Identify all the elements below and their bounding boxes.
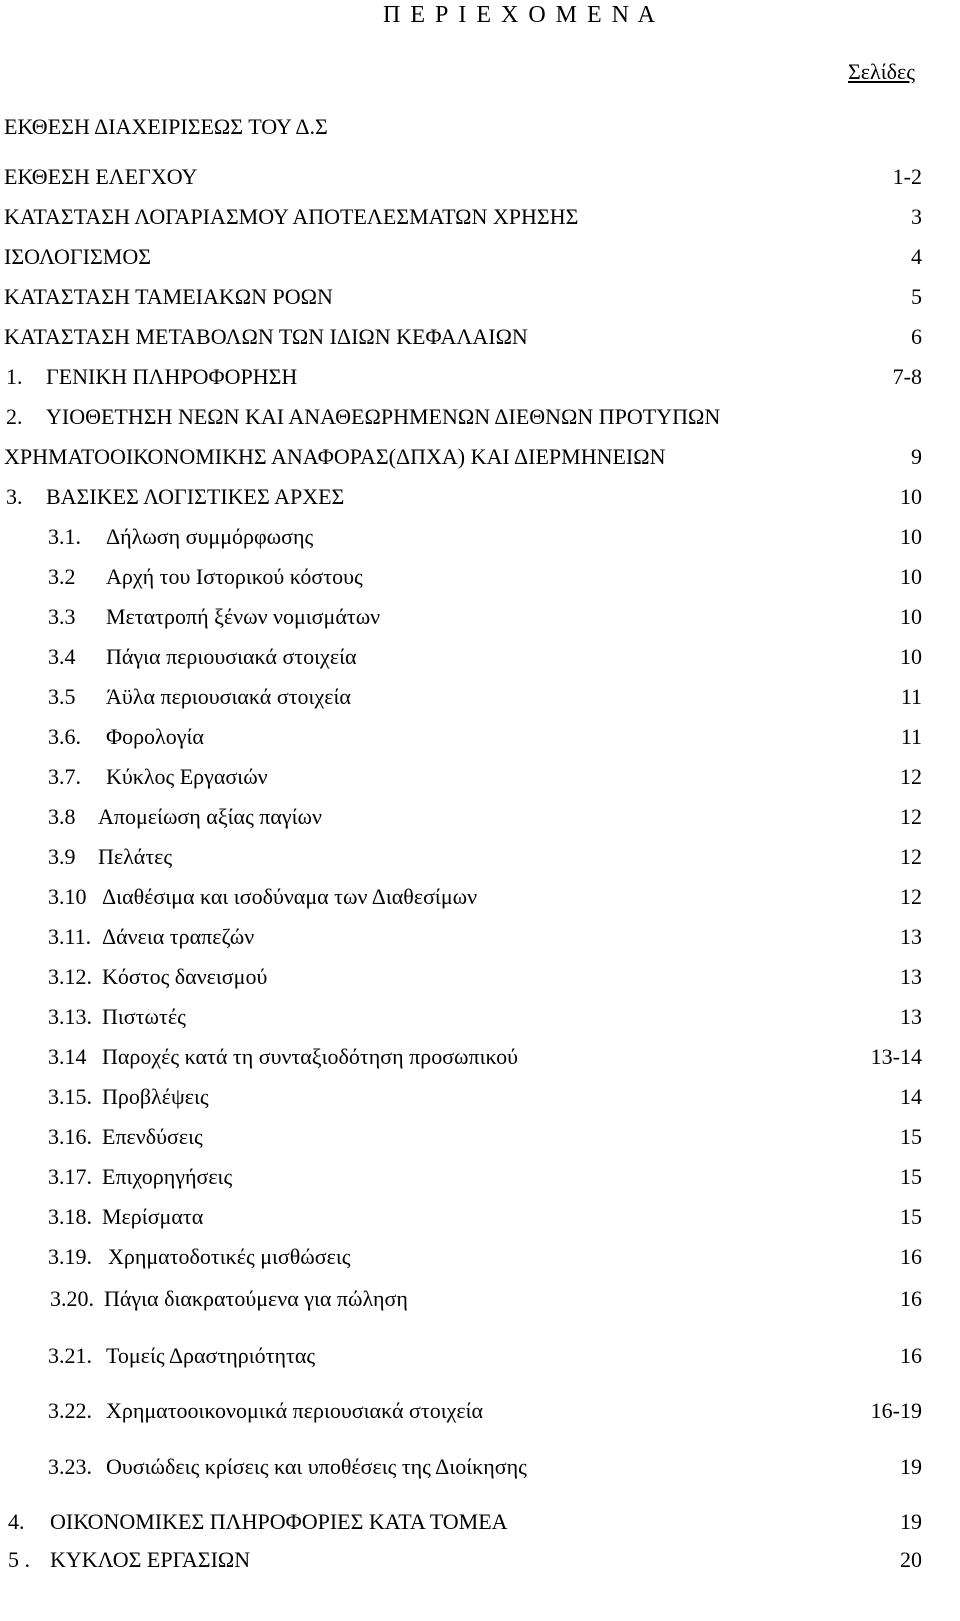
toc-entry-title: Χρηματοδοτικές μισθώσεις bbox=[108, 1244, 351, 1269]
toc-entry-number: 3.21. bbox=[48, 1343, 92, 1368]
toc-entry bbox=[0, 1396, 960, 1426]
toc-entry-title: Μετατροπή ξένων νομισμάτων bbox=[106, 604, 381, 629]
toc-entry-title: Πελάτες bbox=[98, 844, 173, 869]
toc-entry-title: Επιχορηγήσεις bbox=[102, 1164, 233, 1189]
toc-entry-title: ΓΕΝΙΚΗ ΠΛΗΡΟΦΟΡΗΣΗ bbox=[46, 364, 298, 389]
toc-entry-number: 3.3 bbox=[48, 604, 76, 629]
toc-entry-number: 3.17. bbox=[48, 1164, 92, 1189]
toc-entry-page-number: 10 bbox=[900, 644, 922, 669]
toc-entry-title: Επενδύσεις bbox=[102, 1124, 203, 1149]
toc-entry bbox=[0, 402, 960, 432]
toc-entry bbox=[0, 682, 960, 712]
toc-entry-title: Δήλωση συμμόρφωσης bbox=[106, 524, 314, 549]
toc-entry-title: Απομείωση αξίας παγίων bbox=[98, 804, 322, 829]
toc-entry-page-number: 3 bbox=[911, 204, 922, 229]
toc-entry-number: 3.8 bbox=[48, 804, 76, 829]
toc-entry-number: 3.22. bbox=[48, 1398, 92, 1423]
toc-entry-title: Τομείς Δραστηριότητας bbox=[106, 1343, 316, 1368]
toc-entry-title: ΧΡΗΜΑΤΟΟΙΚΟΝΟΜΙΚΗΣ ΑΝΑΦΟΡΑΣ(ΔΠΧΑ) ΚΑΙ ΔΙΕΡΜΗΝΕΙΩΝ bbox=[4, 444, 666, 469]
toc-entry-number: 3.5 bbox=[48, 684, 76, 709]
toc-entry-page-number: 10 bbox=[900, 564, 922, 589]
toc-entry bbox=[0, 1452, 960, 1482]
toc-entry-page-number: 6 bbox=[911, 324, 922, 349]
toc-entry-title: Φορολογία bbox=[106, 724, 204, 749]
toc-entry-page-number: 10 bbox=[900, 604, 922, 629]
toc-entry bbox=[0, 1545, 960, 1575]
toc-entry bbox=[0, 802, 960, 832]
toc-entry-page-number: 9 bbox=[911, 444, 922, 469]
toc-entry-number: 3.2 bbox=[48, 564, 76, 589]
toc-entry bbox=[0, 882, 960, 912]
toc-entry-page-number: 16 bbox=[900, 1244, 922, 1269]
toc-entry bbox=[0, 1162, 960, 1192]
toc-entry bbox=[0, 442, 960, 472]
toc-entry-number: 3.9 bbox=[48, 844, 76, 869]
toc-entry-title: Μερίσματα bbox=[102, 1204, 204, 1229]
toc-entry bbox=[0, 322, 960, 352]
toc-entry-title: Δάνεια τραπεζών bbox=[102, 924, 255, 949]
toc-entry-page-number: 1-2 bbox=[892, 164, 922, 189]
toc-entry-page-number: 19 bbox=[900, 1509, 922, 1534]
toc-entry-title: Διαθέσιμα και ισοδύναμα των Διαθεσίμων bbox=[102, 884, 478, 909]
toc-entry-page-number: 10 bbox=[900, 524, 922, 549]
toc-entry-title: Άϋλα περιουσιακά στοιχεία bbox=[106, 684, 351, 709]
toc-entry-title: ΚΑΤΑΣΤΑΣΗ ΤΑΜΕΙΑΚΩΝ ΡΟΩΝ bbox=[4, 284, 333, 309]
toc-entry bbox=[0, 482, 960, 512]
toc-entry-page-number: 15 bbox=[900, 1204, 922, 1229]
toc-entry-page-number: 16 bbox=[900, 1286, 922, 1311]
toc-entry-page-number: 13-14 bbox=[870, 1044, 922, 1069]
toc-entry bbox=[0, 722, 960, 752]
toc-entry-title: Πάγια διακρατούμενα για πώληση bbox=[104, 1286, 408, 1311]
toc-entry bbox=[0, 1002, 960, 1032]
toc-entry-number: 2. bbox=[6, 404, 23, 429]
toc-entry-number: 3.13. bbox=[48, 1004, 92, 1029]
toc-entry bbox=[0, 1122, 960, 1152]
toc-entry bbox=[0, 522, 960, 552]
toc-entry-title: Κόστος δανεισμού bbox=[102, 964, 268, 989]
toc-entry-title: Πιστωτές bbox=[102, 1004, 186, 1029]
toc-entry-title: Χρηματοοικονομικά περιουσιακά στοιχεία bbox=[106, 1398, 484, 1423]
toc-entry-title: ΚΑΤΑΣΤΑΣΗ ΛΟΓΑΡΙΑΣΜΟΥ ΑΠΟΤΕΛΕΣΜΑΤΩΝ ΧΡΗΣΗΣ bbox=[4, 204, 579, 229]
toc-entry-title: ΙΣΟΛΟΓΙΣΜΟΣ bbox=[4, 244, 152, 269]
toc-entry-title: Παροχές κατά τη συνταξιοδότηση προσωπικού bbox=[102, 1044, 519, 1069]
toc-entry bbox=[0, 1242, 960, 1272]
toc-entry bbox=[0, 1284, 960, 1314]
toc-entry-number: 3.4 bbox=[48, 644, 76, 669]
toc-entry bbox=[0, 1082, 960, 1112]
toc-entry-number: 3.15. bbox=[48, 1084, 92, 1109]
toc-entry-number: 3.7. bbox=[48, 764, 81, 789]
toc-entry-number: 3.16. bbox=[48, 1124, 92, 1149]
toc-entry-page-number: 11 bbox=[900, 684, 922, 709]
toc-entry-number: 3.14 bbox=[48, 1044, 87, 1069]
toc-entry-page-number: 4 bbox=[911, 244, 922, 269]
toc-entry bbox=[0, 1042, 960, 1072]
toc-entry bbox=[0, 112, 960, 142]
toc-entry-title: ΟΙΚΟΝΟΜΙΚΕΣ ΠΛΗΡΟΦΟΡΙΕΣ ΚΑΤΑ ΤΟΜΕΑ bbox=[50, 1509, 508, 1534]
toc-entry-page-number: 13 bbox=[900, 964, 922, 989]
toc-entry bbox=[0, 842, 960, 872]
toc-entry-number: 3.20. bbox=[50, 1286, 94, 1311]
toc-entry-page-number: 10 bbox=[900, 484, 922, 509]
toc-entry-page-number: 16 bbox=[900, 1343, 922, 1368]
toc-entry-title: Προβλέψεις bbox=[102, 1084, 209, 1109]
toc-entry bbox=[0, 242, 960, 272]
toc-entry bbox=[0, 202, 960, 232]
toc-entry bbox=[0, 602, 960, 632]
toc-entry-page-number: 12 bbox=[900, 804, 922, 829]
toc-entry-number: 3.23. bbox=[48, 1454, 92, 1479]
toc-entry-page-number: 19 bbox=[900, 1454, 922, 1479]
toc-entry bbox=[0, 282, 960, 312]
toc-entry-page-number: 13 bbox=[900, 924, 922, 949]
pages-column-label: Σελίδες bbox=[848, 59, 915, 84]
toc-entry-title: ΥΙΟΘΕΤΗΣΗ ΝΕΩΝ ΚΑΙ ΑΝΑΘΕΩΡΗΜΕΝΩΝ ΔΙΕΘΝΩΝ ΠΡΟΤΥΠΩΝ bbox=[46, 404, 721, 429]
page-title: Π Ε Ρ Ι Ε Χ Ο Μ Ε Ν Α bbox=[383, 2, 657, 28]
toc-entry-number: 1. bbox=[6, 364, 23, 389]
toc-entry-page-number: 7-8 bbox=[892, 364, 922, 389]
toc-entry bbox=[0, 962, 960, 992]
toc-entry-title: ΕΚΘΕΣΗ ΕΛΕΓΧΟΥ bbox=[4, 164, 198, 189]
toc-entry-title: ΕΚΘΕΣΗ ΔΙΑΧΕΙΡΙΣΕΩΣ ΤΟΥ Δ.Σ bbox=[4, 114, 328, 139]
toc-entry-title: Αρχή του Ιστορικού κόστους bbox=[106, 564, 363, 589]
toc-entry-page-number: 12 bbox=[900, 884, 922, 909]
toc-entry-page-number: 5 bbox=[911, 284, 922, 309]
toc-entry-page-number: 15 bbox=[900, 1124, 922, 1149]
toc-entry-title: ΚΥΚΛΟΣ ΕΡΓΑΣΙΩΝ bbox=[50, 1547, 251, 1572]
toc-entry bbox=[0, 642, 960, 672]
toc-entry bbox=[0, 762, 960, 792]
toc-entry-page-number: 15 bbox=[900, 1164, 922, 1189]
toc-entry-number: 3.6. bbox=[48, 724, 81, 749]
toc-entry-page-number: 13 bbox=[900, 1004, 922, 1029]
toc-entry-page-number: 16-19 bbox=[870, 1398, 922, 1423]
toc-entry bbox=[0, 562, 960, 592]
toc-entry bbox=[0, 162, 960, 192]
toc-entry-number: 4. bbox=[8, 1509, 25, 1534]
toc-entry-page-number: 11 bbox=[900, 724, 922, 749]
toc-entry bbox=[0, 922, 960, 952]
toc-entry-number: 3.12. bbox=[48, 964, 92, 989]
toc-entry-title: Πάγια περιουσιακά στοιχεία bbox=[106, 644, 357, 669]
toc-entry-number: 3. bbox=[6, 484, 23, 509]
toc-entry bbox=[0, 1202, 960, 1232]
toc-entry-number: 3.19. bbox=[48, 1244, 92, 1269]
toc-entry-number: 3.18. bbox=[48, 1204, 92, 1229]
toc-entry-page-number: 20 bbox=[900, 1547, 922, 1572]
toc-entry-title: Ουσιώδεις κρίσεις και υποθέσεις της Διοίκησης bbox=[106, 1454, 527, 1479]
toc-entry bbox=[0, 1507, 960, 1537]
toc-entry bbox=[0, 1341, 960, 1371]
toc-entry-title: ΚΑΤΑΣΤΑΣΗ ΜΕΤΑΒΟΛΩΝ ΤΩΝ ΙΔΙΩΝ ΚΕΦΑΛΑΙΩΝ bbox=[4, 324, 528, 349]
toc-entry-number: 5 . bbox=[8, 1547, 30, 1572]
toc-entry-page-number: 14 bbox=[900, 1084, 922, 1109]
toc-entry-title: ΒΑΣΙΚΕΣ ΛΟΓΙΣΤΙΚΕΣ ΑΡΧΕΣ bbox=[46, 484, 345, 509]
toc-entry-number: 3.10 bbox=[48, 884, 87, 909]
toc-entry-number: 3.11. bbox=[48, 924, 92, 949]
toc-entry-page-number: 12 bbox=[900, 844, 922, 869]
toc-entry-number: 3.1. bbox=[48, 524, 81, 549]
toc-entry-page-number: 12 bbox=[900, 764, 922, 789]
toc-entry-title: Κύκλος Εργασιών bbox=[106, 764, 268, 789]
toc-entry bbox=[0, 362, 960, 392]
